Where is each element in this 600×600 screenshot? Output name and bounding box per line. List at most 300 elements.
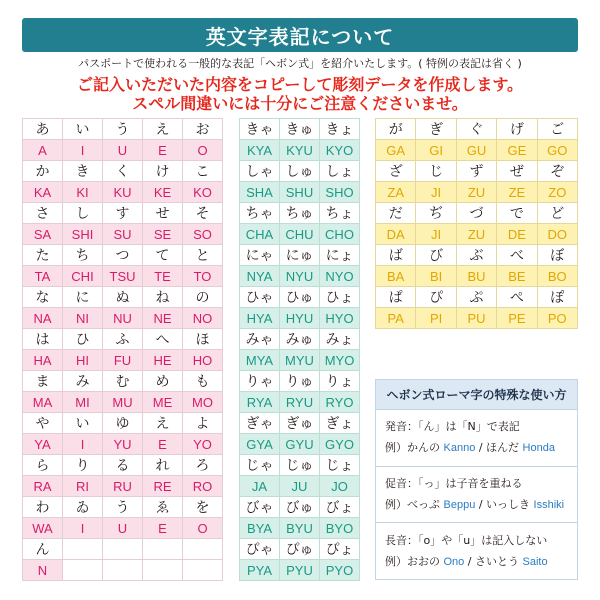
special-usage-title: ヘボン式ローマ字の特殊な使い方	[376, 380, 577, 410]
romaji-cell: MU	[103, 392, 143, 413]
kana-row	[240, 287, 360, 308]
example-separator: /	[478, 441, 483, 455]
kana-row	[23, 455, 223, 476]
kana-cell: ぴ	[416, 287, 456, 308]
kana-cell: ぴゅ	[280, 539, 320, 560]
romaji-cell: BA	[376, 266, 416, 287]
kana-cell: か	[23, 161, 63, 182]
kana-cell: き	[63, 161, 103, 182]
kana-cell: びゃ	[240, 497, 280, 518]
kana-cell: ぷ	[457, 287, 497, 308]
romaji-cell: DO	[538, 224, 578, 245]
kana-cell: ぎゃ	[240, 413, 280, 434]
romaji-cell: WA	[23, 518, 63, 539]
kana-row	[240, 161, 360, 182]
kana-row	[376, 245, 578, 266]
kana-cell: あ	[23, 119, 63, 140]
romaji-row	[23, 392, 223, 413]
romaji-cell: NYO	[320, 266, 360, 287]
romaji-cell: MA	[23, 392, 63, 413]
kana-row	[376, 287, 578, 308]
kana-cell: の	[183, 287, 223, 308]
romaji-row	[23, 182, 223, 203]
romaji-row	[23, 560, 223, 581]
kana-cell: ば	[376, 245, 416, 266]
kana-cell: ちょ	[320, 203, 360, 224]
kana-row	[23, 329, 223, 350]
example-label: 例）	[385, 441, 407, 455]
kana-cell: く	[103, 161, 143, 182]
romaji-cell: KI	[63, 182, 103, 203]
romaji-cell: TE	[143, 266, 183, 287]
kana-cell: び	[416, 245, 456, 266]
kana-cell: にゃ	[240, 245, 280, 266]
rule-text: 長音：「o」や「u」は記入しない	[385, 533, 548, 547]
romaji-row	[376, 224, 578, 245]
romaji-cell: CHU	[280, 224, 320, 245]
kana-row	[376, 203, 578, 224]
romaji-cell: N	[23, 560, 63, 581]
kana-cell: びゅ	[280, 497, 320, 518]
romaji-cell: GO	[538, 140, 578, 161]
kana-cell: にょ	[320, 245, 360, 266]
kana-cell: にゅ	[280, 245, 320, 266]
romaji-cell: MYO	[320, 350, 360, 371]
romaji-cell: PU	[457, 308, 497, 329]
romaji-cell: PO	[538, 308, 578, 329]
example-romaji: Honda	[522, 442, 555, 455]
kana-cell: ぼ	[538, 245, 578, 266]
romaji-cell: JI	[416, 182, 456, 203]
romaji-cell: TO	[183, 266, 223, 287]
example-kana: さいとう	[475, 554, 520, 568]
kana-cell: みゅ	[280, 329, 320, 350]
romaji-cell: MO	[183, 392, 223, 413]
kana-cell: ろ	[183, 455, 223, 476]
kana-cell: きゃ	[240, 119, 280, 140]
romaji-cell: ZE	[497, 182, 537, 203]
kana-cell: さ	[23, 203, 63, 224]
romaji-cell: GYA	[240, 434, 280, 455]
kana-cell: い	[63, 119, 103, 140]
kana-cell: ず	[457, 161, 497, 182]
kana-cell: み	[63, 371, 103, 392]
kana-cell: こ	[183, 161, 223, 182]
kana-row	[240, 119, 360, 140]
romaji-cell: KYO	[320, 140, 360, 161]
kana-cell: びょ	[320, 497, 360, 518]
example-line	[385, 554, 573, 570]
kana-cell: ぬ	[103, 287, 143, 308]
romaji-cell: NI	[63, 308, 103, 329]
kana-cell: ら	[23, 455, 63, 476]
kana-cell: じゃ	[240, 455, 280, 476]
romaji-cell: NA	[23, 308, 63, 329]
romaji-cell: KYU	[280, 140, 320, 161]
kana-cell: わ	[23, 497, 63, 518]
kana-cell: ぜ	[497, 161, 537, 182]
romaji-cell: KA	[23, 182, 63, 203]
romaji-cell: PYO	[320, 560, 360, 581]
romaji-cell: RYO	[320, 392, 360, 413]
page-title: 英文字表記について	[205, 24, 395, 49]
romaji-row	[23, 434, 223, 455]
romaji-cell: SHA	[240, 182, 280, 203]
romaji-cell: RYA	[240, 392, 280, 413]
empty-cell	[143, 560, 183, 581]
romaji-cell: GE	[497, 140, 537, 161]
kana-cell: ぴょ	[320, 539, 360, 560]
kana-cell: ぞ	[538, 161, 578, 182]
kana-cell: う	[103, 119, 143, 140]
example-romaji: Beppu	[443, 499, 476, 511]
romaji-cell: PYU	[280, 560, 320, 581]
romaji-cell: JU	[280, 476, 320, 497]
romaji-cell: YO	[183, 434, 223, 455]
kana-row	[23, 371, 223, 392]
romaji-cell: ME	[143, 392, 183, 413]
kana-cell: ぽ	[538, 287, 578, 308]
romaji-cell: KE	[143, 182, 183, 203]
kana-row	[240, 203, 360, 224]
kana-cell: え	[143, 413, 183, 434]
kana-cell: い	[63, 413, 103, 434]
kana-row	[240, 329, 360, 350]
romaji-row	[376, 266, 578, 287]
kana-cell: お	[183, 119, 223, 140]
romaji-cell: ZU	[457, 224, 497, 245]
romaji-cell: SHI	[63, 224, 103, 245]
rule-text: 発音：「ん」は「N」で表記	[385, 420, 520, 434]
kana-cell: な	[23, 287, 63, 308]
romaji-cell: HYO	[320, 308, 360, 329]
kana-row	[240, 539, 360, 560]
kana-cell: り	[63, 455, 103, 476]
kana-cell: え	[143, 119, 183, 140]
kana-cell: ぴゃ	[240, 539, 280, 560]
kana-row	[240, 245, 360, 266]
romaji-cell: RI	[63, 476, 103, 497]
kana-row	[376, 119, 578, 140]
kana-cell: べ	[497, 245, 537, 266]
empty-cell	[183, 560, 223, 581]
romaji-cell: HA	[23, 350, 63, 371]
romaji-cell: MYU	[280, 350, 320, 371]
kana-cell: みゃ	[240, 329, 280, 350]
kana-cell: ゐ	[63, 497, 103, 518]
romaji-row	[240, 518, 360, 539]
romaji-row	[376, 308, 578, 329]
example-kana: いっしき	[486, 498, 531, 511]
kana-cell: ゆ	[103, 413, 143, 434]
romaji-cell: KYA	[240, 140, 280, 161]
romaji-row	[240, 224, 360, 245]
kana-cell: た	[23, 245, 63, 266]
example-kana: べっぷ	[407, 498, 440, 511]
romaji-cell: GI	[416, 140, 456, 161]
romaji-cell: YA	[23, 434, 63, 455]
kana-cell: ち	[63, 245, 103, 266]
romaji-cell: NYA	[240, 266, 280, 287]
special-rule-chouon	[376, 522, 577, 579]
kana-cell: て	[143, 245, 183, 266]
kana-cell: ひょ	[320, 287, 360, 308]
kana-cell: そ	[183, 203, 223, 224]
kana-cell: ね	[143, 287, 183, 308]
kana-cell: で	[497, 203, 537, 224]
kana-cell: れ	[143, 455, 183, 476]
kana-cell: ぎ	[416, 119, 456, 140]
romaji-cell: HE	[143, 350, 183, 371]
kana-cell: す	[103, 203, 143, 224]
romaji-cell: JO	[320, 476, 360, 497]
kana-cell: む	[103, 371, 143, 392]
youon-kana-table	[239, 118, 360, 581]
header-bar	[22, 18, 578, 52]
romaji-row	[240, 434, 360, 455]
romaji-row	[23, 350, 223, 371]
kana-cell: よ	[183, 413, 223, 434]
kana-cell: づ	[457, 203, 497, 224]
example-romaji: Kanno	[443, 442, 476, 455]
kana-cell: りゅ	[280, 371, 320, 392]
romaji-cell: FU	[103, 350, 143, 371]
romaji-cell: A	[23, 140, 63, 161]
kana-cell: が	[376, 119, 416, 140]
kana-cell: ぱ	[376, 287, 416, 308]
romaji-cell: SHO	[320, 182, 360, 203]
kana-row	[23, 245, 223, 266]
kana-cell: りゃ	[240, 371, 280, 392]
example-separator: /	[467, 554, 472, 568]
kana-row	[240, 455, 360, 476]
kana-cell: を	[183, 497, 223, 518]
romaji-cell: BI	[416, 266, 456, 287]
romaji-cell: E	[143, 434, 183, 455]
example-romaji: Saito	[522, 555, 548, 568]
empty-cell	[103, 539, 143, 560]
kana-cell: せ	[143, 203, 183, 224]
kana-cell: ぐ	[457, 119, 497, 140]
romaji-cell: HI	[63, 350, 103, 371]
romaji-cell: BO	[538, 266, 578, 287]
romaji-cell: BYA	[240, 518, 280, 539]
romaji-cell: SHU	[280, 182, 320, 203]
kana-cell: しょ	[320, 161, 360, 182]
special-rule-sokuon	[376, 466, 577, 523]
special-usage-box	[375, 379, 578, 580]
kana-row	[23, 413, 223, 434]
kana-cell: し	[63, 203, 103, 224]
romaji-cell: PE	[497, 308, 537, 329]
romaji-row	[240, 182, 360, 203]
kana-row	[23, 539, 223, 560]
romaji-cell: YU	[103, 434, 143, 455]
romaji-cell: I	[63, 518, 103, 539]
romaji-cell: RA	[23, 476, 63, 497]
romaji-cell: U	[103, 140, 143, 161]
kana-cell: きょ	[320, 119, 360, 140]
kana-row	[23, 287, 223, 308]
romaji-cell: RO	[183, 476, 223, 497]
kana-cell: ひゅ	[280, 287, 320, 308]
example-label: 例）	[385, 498, 407, 511]
kana-cell: ちゅ	[280, 203, 320, 224]
kana-row	[23, 119, 223, 140]
kana-cell: みょ	[320, 329, 360, 350]
romaji-cell: MYA	[240, 350, 280, 371]
kana-cell: ま	[23, 371, 63, 392]
romaji-cell: GYU	[280, 434, 320, 455]
romaji-row	[23, 140, 223, 161]
romaji-cell: BYO	[320, 518, 360, 539]
kana-cell: ちゃ	[240, 203, 280, 224]
romaji-cell: NU	[103, 308, 143, 329]
example-romaji: Isshiki	[533, 499, 565, 511]
empty-cell	[63, 539, 103, 560]
romaji-row	[240, 266, 360, 287]
kana-cell: しゅ	[280, 161, 320, 182]
kana-row	[376, 161, 578, 182]
romaji-cell: NYU	[280, 266, 320, 287]
romaji-row	[23, 224, 223, 245]
romaji-cell: ZA	[376, 182, 416, 203]
kana-cell: ん	[23, 539, 63, 560]
romaji-cell: GU	[457, 140, 497, 161]
romaji-cell: I	[63, 434, 103, 455]
romaji-row	[376, 182, 578, 203]
example-separator: /	[478, 498, 483, 511]
empty-cell	[103, 560, 143, 581]
romaji-cell: BE	[497, 266, 537, 287]
romaji-cell: E	[143, 518, 183, 539]
example-line	[385, 440, 573, 456]
empty-cell	[143, 539, 183, 560]
romaji-cell: GYO	[320, 434, 360, 455]
romaji-cell: MI	[63, 392, 103, 413]
romaji-cell: PA	[376, 308, 416, 329]
example-kana: かんの	[407, 441, 440, 455]
romaji-cell: SA	[23, 224, 63, 245]
romaji-cell: SE	[143, 224, 183, 245]
special-rule-hatsuon	[376, 410, 577, 466]
romaji-cell: SU	[103, 224, 143, 245]
kana-row	[23, 161, 223, 182]
kana-cell: や	[23, 413, 63, 434]
romaji-cell: BYU	[280, 518, 320, 539]
romaji-cell: NO	[183, 308, 223, 329]
kana-cell: も	[183, 371, 223, 392]
romaji-cell: BU	[457, 266, 497, 287]
romaji-cell: HYU	[280, 308, 320, 329]
warning-line: ご記入いただいた内容をコピーして彫刻データを作成します。	[76, 75, 524, 94]
example-kana: おおの	[407, 554, 440, 568]
romaji-cell: RU	[103, 476, 143, 497]
romaji-cell: HYA	[240, 308, 280, 329]
kana-cell: ひゃ	[240, 287, 280, 308]
kana-cell: じゅ	[280, 455, 320, 476]
kana-cell: ぎゅ	[280, 413, 320, 434]
romaji-cell: GA	[376, 140, 416, 161]
kana-row	[240, 413, 360, 434]
kana-cell: げ	[497, 119, 537, 140]
romaji-row	[240, 560, 360, 581]
romaji-cell: SO	[183, 224, 223, 245]
kana-cell: ざ	[376, 161, 416, 182]
romaji-cell: RE	[143, 476, 183, 497]
kana-row	[240, 371, 360, 392]
kana-row	[240, 497, 360, 518]
romaji-cell: NE	[143, 308, 183, 329]
kana-cell: う	[103, 497, 143, 518]
kana-cell: ぶ	[457, 245, 497, 266]
kana-cell: ど	[538, 203, 578, 224]
romaji-row	[240, 308, 360, 329]
romaji-cell: JA	[240, 476, 280, 497]
romaji-row	[23, 266, 223, 287]
kana-cell: へ	[143, 329, 183, 350]
romaji-row	[240, 476, 360, 497]
example-romaji: Ono	[443, 555, 465, 568]
dakuon-kana-table	[375, 118, 578, 329]
empty-cell	[63, 560, 103, 581]
kana-cell: ご	[538, 119, 578, 140]
romaji-cell: RYU	[280, 392, 320, 413]
romaji-cell: JI	[416, 224, 456, 245]
kana-cell: つ	[103, 245, 143, 266]
kana-cell: ぢ	[416, 203, 456, 224]
romaji-cell: ZO	[538, 182, 578, 203]
kana-cell: しゃ	[240, 161, 280, 182]
kana-cell: と	[183, 245, 223, 266]
romaji-cell: KO	[183, 182, 223, 203]
romaji-cell: DE	[497, 224, 537, 245]
romaji-row	[376, 140, 578, 161]
romaji-cell: PYA	[240, 560, 280, 581]
example-label: 例）	[385, 554, 407, 568]
kana-cell: る	[103, 455, 143, 476]
example-line	[385, 497, 573, 513]
empty-cell	[183, 539, 223, 560]
romaji-cell: KU	[103, 182, 143, 203]
kana-cell: め	[143, 371, 183, 392]
basic-kana-table	[22, 118, 223, 581]
kana-cell: だ	[376, 203, 416, 224]
romaji-cell: E	[143, 140, 183, 161]
kana-row	[23, 497, 223, 518]
rule-text: 促音：「っ」は子音を重ねる	[385, 477, 523, 490]
romaji-row	[23, 518, 223, 539]
romaji-cell: HO	[183, 350, 223, 371]
romaji-row	[23, 308, 223, 329]
kana-cell: ぎょ	[320, 413, 360, 434]
romaji-cell: U	[103, 518, 143, 539]
romaji-cell: DA	[376, 224, 416, 245]
kana-cell: じょ	[320, 455, 360, 476]
intro-description: パスポートで使われる一般的な表記「ヘボン式」を紹介いたします。( 特例の表記は省く )	[78, 57, 522, 70]
kana-cell: は	[23, 329, 63, 350]
romaji-cell: PI	[416, 308, 456, 329]
kana-cell: に	[63, 287, 103, 308]
romaji-cell: CHO	[320, 224, 360, 245]
romaji-row	[240, 140, 360, 161]
kana-cell: きゅ	[280, 119, 320, 140]
kana-cell: ほ	[183, 329, 223, 350]
warning-line: スペル間違いには十分にご注意くださいませ。	[132, 94, 468, 113]
kana-cell: ゑ	[143, 497, 183, 518]
romaji-cell: TA	[23, 266, 63, 287]
romaji-cell: O	[183, 518, 223, 539]
